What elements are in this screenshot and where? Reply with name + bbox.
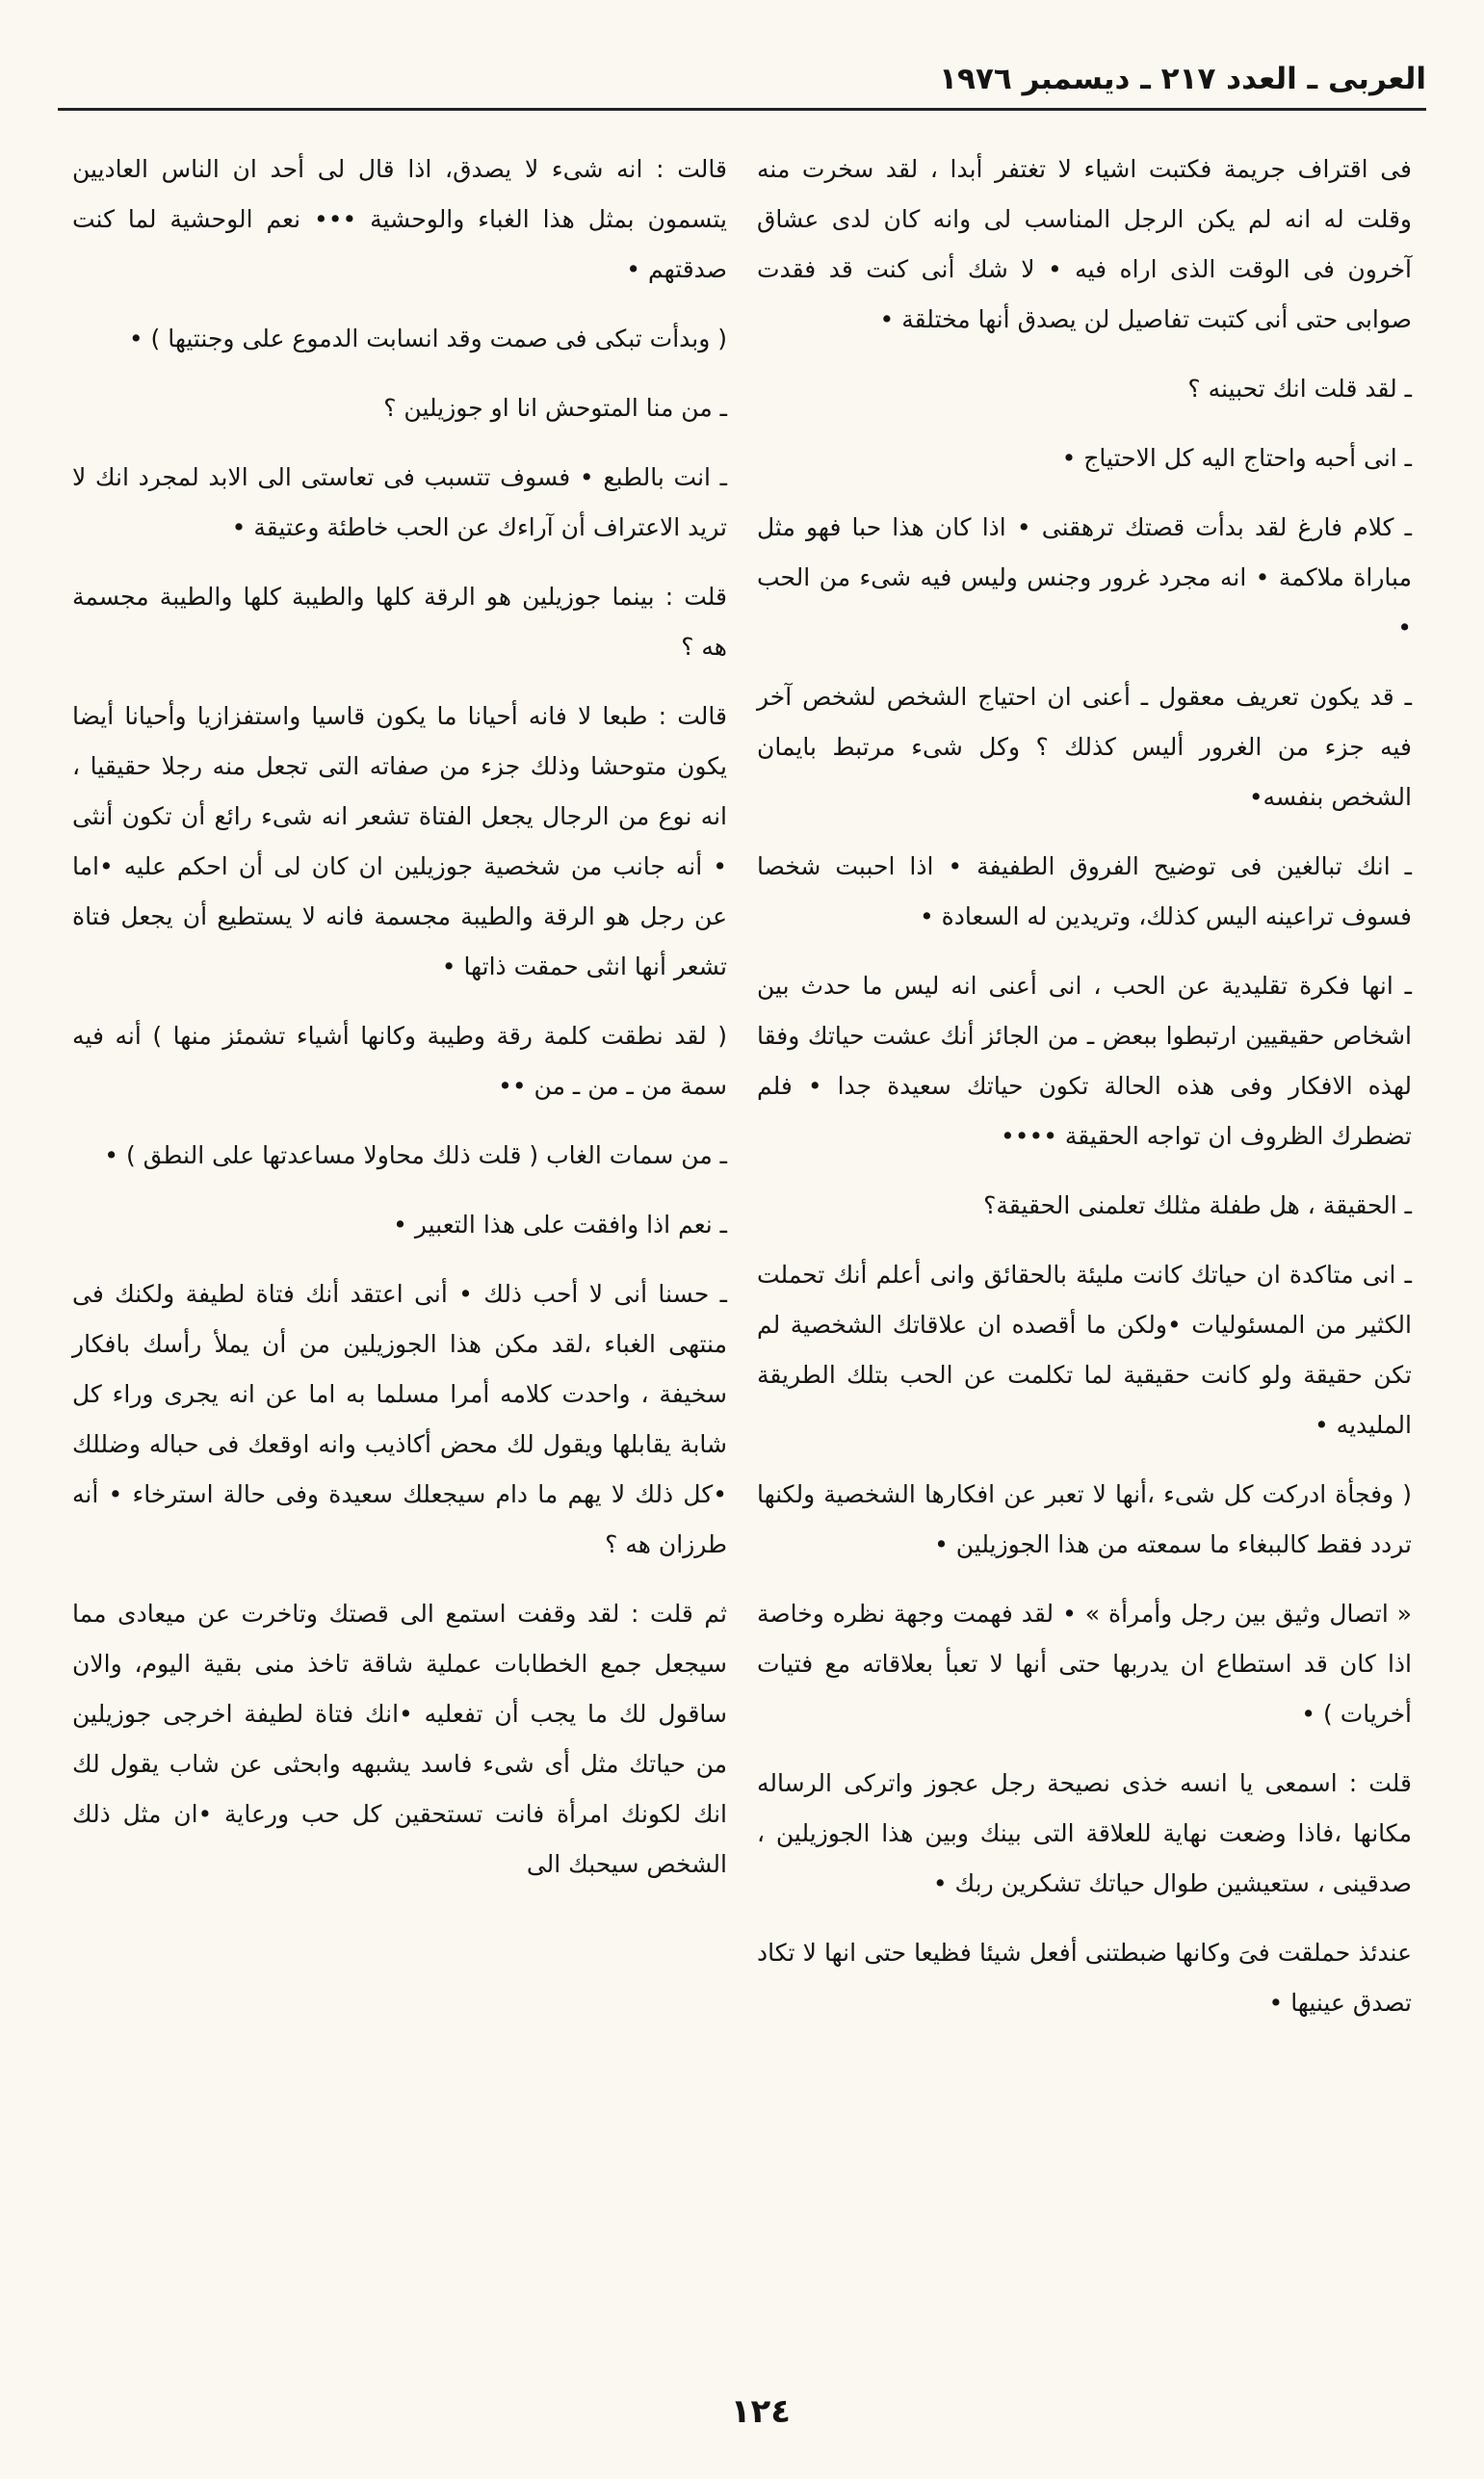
paragraph: ـ انت بالطبع • فسوف تتسبب فى تعاستى الى الابد لمجرد انك لا تريد الاعتراف أن آراءك عن الحب خاطئة وعتيقة • bbox=[72, 463, 727, 541]
paragraph: ـ لقد قلت انك تحبينه ؟ bbox=[1187, 375, 1412, 403]
paragraph: ( لقد نطقت كلمة رقة وطيبة وكانها أشياء تشمئز منها ) أنه فيه سمة من ـ من ـ من •• bbox=[72, 1022, 727, 1100]
paragraph: فى اقتراف جريمة فكتبت اشياء لا تغتفر أبدا ، لقد سخرت منه وقلت له انه لم يكن الرجل المناسب لى وانه كان لدى عشاق آخرون فى الوقت الذى اراه فيه • لا شك أنى كنت قد فقدت صوابى حتى أنى كتبت تفاصيل لن يصدق أنها مختلقة • bbox=[757, 155, 1412, 333]
paragraph: ـ انك تبالغين فى توضيح الفروق الطفيفة • اذا احببت شخصا فسوف تراعينه اليس كذلك، وتريدين له السعادة • bbox=[757, 852, 1412, 930]
paragraph: « اتصال وثيق بين رجل وأمرأة » • لقد فهمت وجهة نظره وخاصة اذا كان قد استطاع ان يدربها حتى أنها لا تعبأ بعلاقاته مع فتيات أخريات ) • bbox=[757, 1600, 1412, 1728]
paragraph: قلت : اسمعى يا انسه خذى نصيحة رجل عجوز واتركى الرساله مكانها ،فاذا وضعت نهاية للعلاقة التى بينك وبين هذا الجوزيلين ، صدقينى ، ستعيشين طوال حياتك تشكرين ربك • bbox=[757, 1769, 1412, 1897]
right-column bbox=[757, 144, 1412, 2344]
paragraph: ـ الحقيقة ، هل طفلة مثلك تعلمنى الحقيقة؟ bbox=[983, 1191, 1412, 1219]
running-header bbox=[58, 50, 1426, 111]
paragraph: ( وبدأت تبكى فى صمت وقد انسابت الدموع على وجنتيها ) • bbox=[128, 325, 727, 352]
paragraph: ـ من سمات الغاب ( قلت ذلك محاولا مساعدتها على النطق ) • bbox=[104, 1141, 727, 1169]
paragraph: ـ نعم اذا وافقت على هذا التعبير • bbox=[393, 1211, 727, 1239]
paragraph: ـ انى أحبه واحتاج اليه كل الاحتياج • bbox=[1061, 444, 1412, 472]
paragraph: قالت : انه شىء لا يصدق، اذا قال لى أحد ان الناس العاديين يتسمون بمثل هذا الغباء والوحشية ••• نعم الوحشية لما كنت صدقتهم • bbox=[72, 155, 727, 283]
paragraph: ثم قلت : لقد وقفت استمع الى قصتك وتاخرت عن ميعادى مما سيجعل جمع الخطابات عملية شاقة تاخذ منى بقية اليوم، والان ساقول لك ما يجب أن تفعليه •انك فتاة لطيفة اخرجى جوزيلين من حياتك مثل أى شىء فاسد يشبهه وابحثى عن شاب يقول لك انك لكونك امرأة فانت تستحقين كل حب ورعاية •ان مثل ذلك الشخص سيحبك الى bbox=[72, 1600, 727, 1878]
paragraph: ـ انى متاكدة ان حياتك كانت مليئة بالحقائق وانى أعلم أنك تحملت الكثير من المسئوليات •ولكن ما أقصده ان علاقاتك الشخصية لم تكن حقيقة ولو كانت حقيقية لما تكلمت عن الحب بتلك الطريقة المليديه • bbox=[757, 1261, 1412, 1439]
paragraph: ـ كلام فارغ لقد بدأت قصتك ترهقنى • اذا كان هذا حبا فهو مثل مباراة ملاكمة • انه مجرد غرور وجنس وليس فيه شىء من الحب • bbox=[757, 513, 1412, 641]
paragraph: ـ من منا المتوحش انا او جوزيلين ؟ bbox=[383, 394, 727, 422]
paragraph: قلت : بينما جوزيلين هو الرقة كلها والطيبة كلها والطيبة مجسمة هه ؟ bbox=[72, 583, 727, 661]
paragraph: ـ قد يكون تعريف معقول ـ أعنى ان احتياج الشخص لشخص آخر فيه جزء من الغرور أليس كذلك ؟ وكل شىء مرتبط بايمان الشخص بنفسه• bbox=[757, 683, 1412, 811]
paragraph: ( وفجأة ادركت كل شىء ،أنها لا تعبر عن افكارها الشخصية ولكنها تردد فقط كالببغاء ما سمعته من هذا الجوزيلين • bbox=[757, 1480, 1412, 1558]
left-column bbox=[72, 144, 727, 2344]
running-title: العربى ـ العدد ٢١٧ ـ ديسمبر ١٩٧٦ bbox=[939, 62, 1426, 96]
paragraph: قالت : طبعا لا فانه أحيانا ما يكون قاسيا واستفزازيا وأحيانا أيضا يكون متوحشا وذلك جزء من صفاته التى تجعل منه رجلا حقيقيا ، انه نوع من الرجال يجعل الفتاة تشعر انه شىء رائع أن تكون أنثى • أنه جانب من شخصية جوزيلين ان كان لى أن احكم عليه •اما عن رجل هو الرقة والطيبة مجسمة فانه لا يستطيع أن يجعل فتاة تشعر أنها انثى حمقت ذاتها • bbox=[72, 702, 727, 980]
paragraph: عندئذ حملقت فىَ وكانها ضبطتنى أفعل شيئا فظيعا حتى انها لا تكاد تصدق عينيها • bbox=[757, 1939, 1412, 2017]
paragraph: ـ حسنا أنى لا أحب ذلك • أنى اعتقد أنك فتاة لطيفة ولكنك فى منتهى الغباء ،لقد مكن هذا الجوزيلين من أن يملأ رأسك بافكار سخيفة ، واحدت كلامه أمرا مسلما به اما عن انه يجرى وراء كل شابة يقابلها ويقول لك محض أكاذيب وانه اوقعك فى حباله وضللك •كل ذلك لا يهم ما دام سيجعلك سعيدة وفى حالة استرخاء • أنه طرزان هه ؟ bbox=[72, 1280, 727, 1558]
paragraph: ـ انها فكرة تقليدية عن الحب ، انى أعنى انه ليس ما حدث بين اشخاص حقيقيين ارتبطوا ببعض ـ من الجائز أنك عشت حياتك وفقا لهذه الافكار وفى هذه الحالة تكون حياتك سعيدة جدا • فلم تضطرك الظروف ان تواجه الحقيقة •••• bbox=[757, 972, 1412, 1150]
page-number: ١٢٤ bbox=[730, 2392, 791, 2431]
